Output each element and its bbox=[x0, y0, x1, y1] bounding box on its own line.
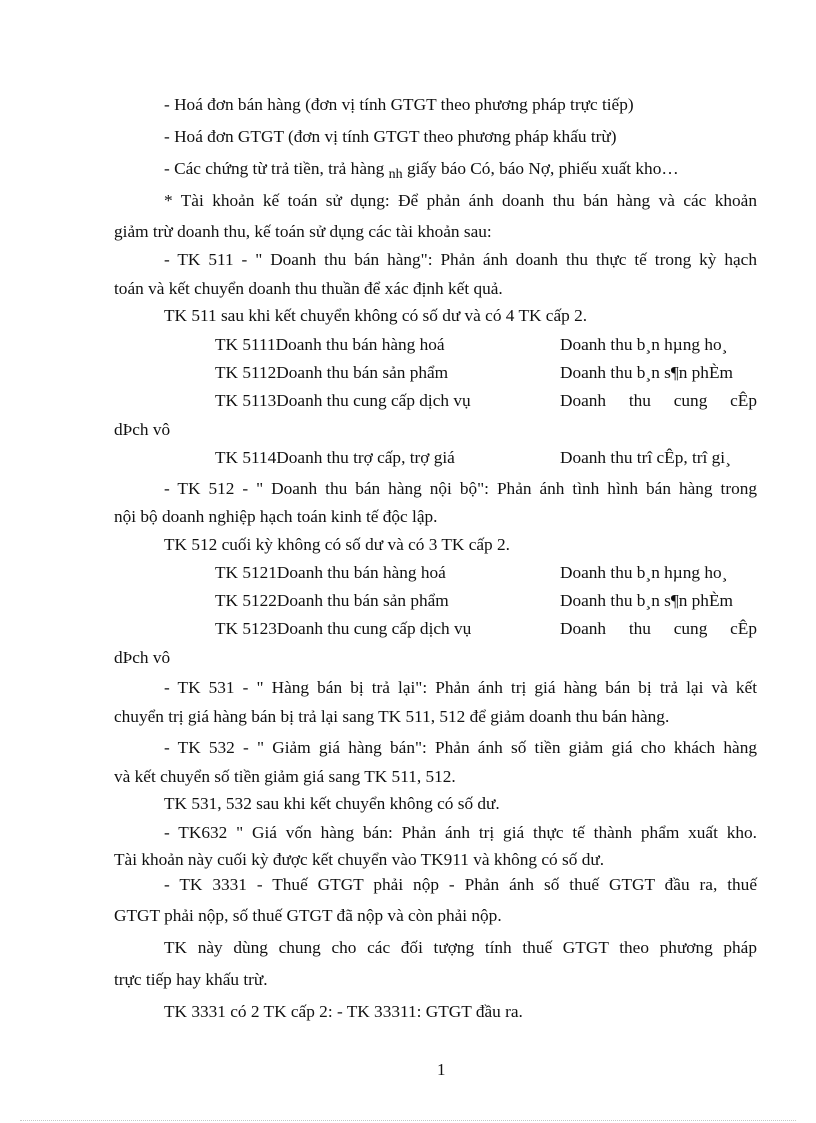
tk5122-name: TK 5122Doanh thu bán sản phẩm bbox=[215, 591, 449, 610]
tk532-desc-line2: và kết chuyển số tiền giảm giá sang TK 511, 512. bbox=[114, 767, 456, 786]
tk5112-name: TK 5112Doanh thu bán sản phẩm bbox=[215, 363, 449, 382]
tk632-desc-line1: - TK632 " Giá vốn hàng bán: Phản ánh trị giá thực tế thành phẩm xuất kho. bbox=[164, 823, 757, 842]
tk3331-desc-line1: - TK 3331 - Thuế GTGT phải nộp - Phản ánh số thuế GTGT đầu ra, thuế bbox=[164, 875, 757, 894]
tk531-532-note: TK 531, 532 sau khi kết chuyển không có số dư. bbox=[164, 794, 500, 813]
tk511-desc-line1: - TK 511 - " Doanh thu bán hàng": Phản ánh doanh thu thực tế trong kỳ hạch bbox=[164, 250, 757, 269]
tk632-desc-line2: Tài khoản này cuối kỳ được kết chuyển vào TK911 và không có số dư. bbox=[114, 850, 605, 869]
bullet-payment-text-c: giấy báo Có, báo Nợ, phiếu xuất kho… bbox=[406, 159, 679, 178]
bullet-payment-text-sub: nh bbox=[388, 167, 403, 182]
tk511-subaccounts-note: TK 511 sau khi kết chuyển không có số dư và có 4 TK cấp 2. bbox=[164, 306, 588, 325]
tk5113-name: TK 5113Doanh thu cung cấp dịch vụ bbox=[215, 391, 471, 410]
tk5114-legacy-name: Doanh thu trî cÊp, trî gi¸ bbox=[560, 448, 731, 467]
tk531-desc-line2: chuyển trị giá hàng bán bị trả lại sang TK 511, 512 để giảm doanh thu bán hàng. bbox=[114, 707, 670, 726]
tk5123-legacy-name: Doanh thu cung cÊp bbox=[560, 619, 757, 638]
accounts-intro-line1: * Tài khoản kế toán sử dụng: Để phản ánh doanh thu bán hàng và các khoản bbox=[164, 191, 757, 210]
bullet-payment-documents bbox=[164, 159, 679, 181]
bullet-sales-invoice: - Hoá đơn bán hàng (đơn vị tính GTGT theo phương pháp trực tiếp) bbox=[164, 95, 634, 114]
bullet-vat-invoice: - Hoá đơn GTGT (đơn vị tính GTGT theo phương pháp khấu trừ) bbox=[164, 127, 617, 146]
tk3331-subaccounts: TK 3331 có 2 TK cấp 2: - TK 33311: GTGT đầu ra. bbox=[164, 1002, 523, 1021]
tk5123-name: TK 5123Doanh thu cung cấp dịch vụ bbox=[215, 619, 472, 638]
tk5121-legacy-name: Doanh thu b¸n hµng ho¸ bbox=[560, 563, 728, 582]
tk3331-usage-line1: TK này dùng chung cho các đối tượng tính thuế GTGT theo phương pháp bbox=[164, 938, 757, 957]
tk511-desc-line2: toán và kết chuyển doanh thu thuần để xác định kết quả. bbox=[114, 279, 503, 298]
accounts-intro-line2: giảm trừ doanh thu, kế toán sử dụng các tài khoản sau: bbox=[114, 222, 492, 241]
tk5121-name: TK 5121Doanh thu bán hàng hoá bbox=[215, 563, 446, 582]
tk5113-legacy-name: Doanh thu cung cÊp bbox=[560, 391, 757, 410]
tk512-subaccounts-note: TK 512 cuối kỳ không có số dư và có 3 TK cấp 2. bbox=[164, 535, 510, 554]
page-number: 1 bbox=[437, 1060, 446, 1079]
tk5123-legacy-name-cont: dÞch vô bbox=[114, 648, 171, 667]
tk5112-legacy-name: Doanh thu b¸n s¶n phÈm bbox=[560, 363, 733, 382]
tk5113-legacy-name-cont: dÞch vô bbox=[114, 420, 171, 439]
tk5122-legacy-name: Doanh thu b¸n s¶n phÈm bbox=[560, 591, 733, 610]
tk512-desc-line2: nội bộ doanh nghiệp hạch toán kinh tế độc lập. bbox=[114, 507, 438, 526]
tk5114-name: TK 5114Doanh thu trợ cấp, trợ giá bbox=[215, 448, 455, 467]
tk5111-legacy-name: Doanh thu b¸n hµng ho¸ bbox=[560, 335, 728, 354]
bullet-payment-text-a: - Các chứng từ trả tiền, trả hàng bbox=[164, 159, 385, 178]
tk512-desc-line1: - TK 512 - " Doanh thu bán hàng nội bộ": Phản ánh tình hình bán hàng trong bbox=[164, 479, 757, 498]
tk5111-name: TK 5111Doanh thu bán hàng hoá bbox=[215, 335, 445, 354]
tk531-desc-line1: - TK 531 - " Hàng bán bị trả lại": Phản ánh trị giá hàng bán bị trả lại và kết bbox=[164, 678, 757, 697]
tk532-desc-line1: - TK 532 - " Giảm giá hàng bán": Phản ánh số tiền giảm giá cho khách hàng bbox=[164, 738, 757, 757]
tk3331-usage-line2: trực tiếp hay khấu trừ. bbox=[114, 970, 268, 989]
tk3331-desc-line2: GTGT phải nộp, số thuế GTGT đã nộp và còn phải nộp. bbox=[114, 906, 502, 925]
page-bottom-divider bbox=[20, 1120, 796, 1121]
